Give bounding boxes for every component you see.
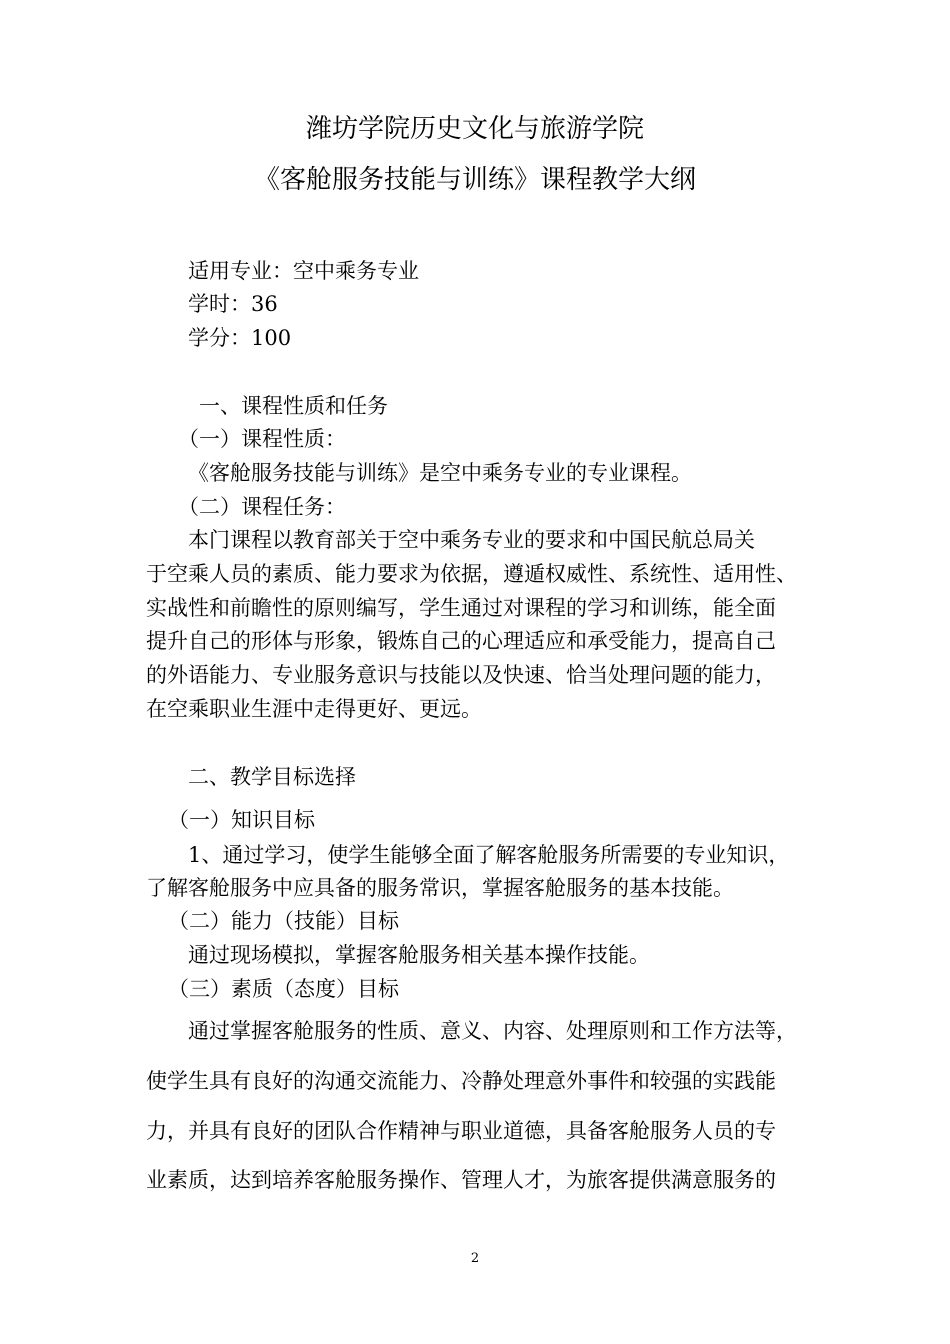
meta-credits: 学分：100	[188, 326, 292, 350]
doc-title-line1: 潍坊学院历史文化与旅游学院	[305, 114, 644, 144]
meta-hours: 学时：36	[188, 292, 278, 316]
section2-sub3-heading: （三）素质（态度）目标	[168, 977, 399, 1001]
section1-sub1-text: 《客舱服务技能与训练》是空中乘务专业的专业课程。	[188, 461, 692, 485]
section1-para-line: 于空乘人员的素质、能力要求为依据，遵遁权威性、系统性、适用性、	[146, 562, 797, 586]
section1-para-line: 在空乘职业生涯中走得更好、更远。	[146, 697, 482, 721]
section1-heading: 一、课程性质和任务	[199, 394, 388, 418]
section1-para-line: 本门课程以教育部关于空中乘务专业的要求和中国民航总局关	[188, 528, 755, 552]
section2-sub1-line: 了解客舱服务中应具备的服务常识，掌握客舱服务的基本技能。	[146, 876, 734, 900]
section1-para-line: 的外语能力、专业服务意识与技能以及快速、恰当处理问题的能力，	[146, 663, 776, 687]
meta-major: 适用专业：空中乘务专业	[188, 259, 419, 283]
section2-sub1-heading: （一）知识目标	[168, 808, 315, 832]
page-number: 2	[470, 1251, 480, 1266]
section1-sub2-heading: （二）课程任务：	[178, 495, 346, 519]
section2-heading: 二、教学目标选择	[188, 765, 356, 789]
section1-sub1-heading: （一）课程性质：	[178, 427, 346, 451]
section1-para-line: 提升自己的形体与形象，锻炼自己的心理适应和承受能力，提高自己	[146, 629, 776, 653]
section2-sub1-line: 1、通过学习，使学生能够全面了解客舱服务所需要的专业知识，	[188, 843, 790, 867]
section2-sub2-heading: （二）能力（技能）目标	[168, 909, 399, 933]
section1-para-line: 实战性和前瞻性的原则编写，学生通过对课程的学习和训练，能全面	[146, 596, 776, 620]
section2-sub3-line: 力，并具有良好的团队合作精神与职业道德，具备客舱服务人员的专	[146, 1119, 776, 1143]
section2-sub3-line: 通过掌握客舱服务的性质、意义、内容、处理原则和工作方法等，	[188, 1019, 797, 1043]
section2-sub3-line: 使学生具有良好的沟通交流能力、冷静处理意外事件和较强的实践能	[146, 1069, 776, 1093]
section2-sub2-text: 通过现场模拟，掌握客舱服务相关基本操作技能。	[188, 943, 650, 967]
section2-sub3-line: 业素质，达到培养客舱服务操作、管理人才，为旅客提供满意服务的	[146, 1168, 776, 1192]
doc-title-line2: 《客舱服务技能与训练》课程教学大纲	[253, 165, 696, 195]
